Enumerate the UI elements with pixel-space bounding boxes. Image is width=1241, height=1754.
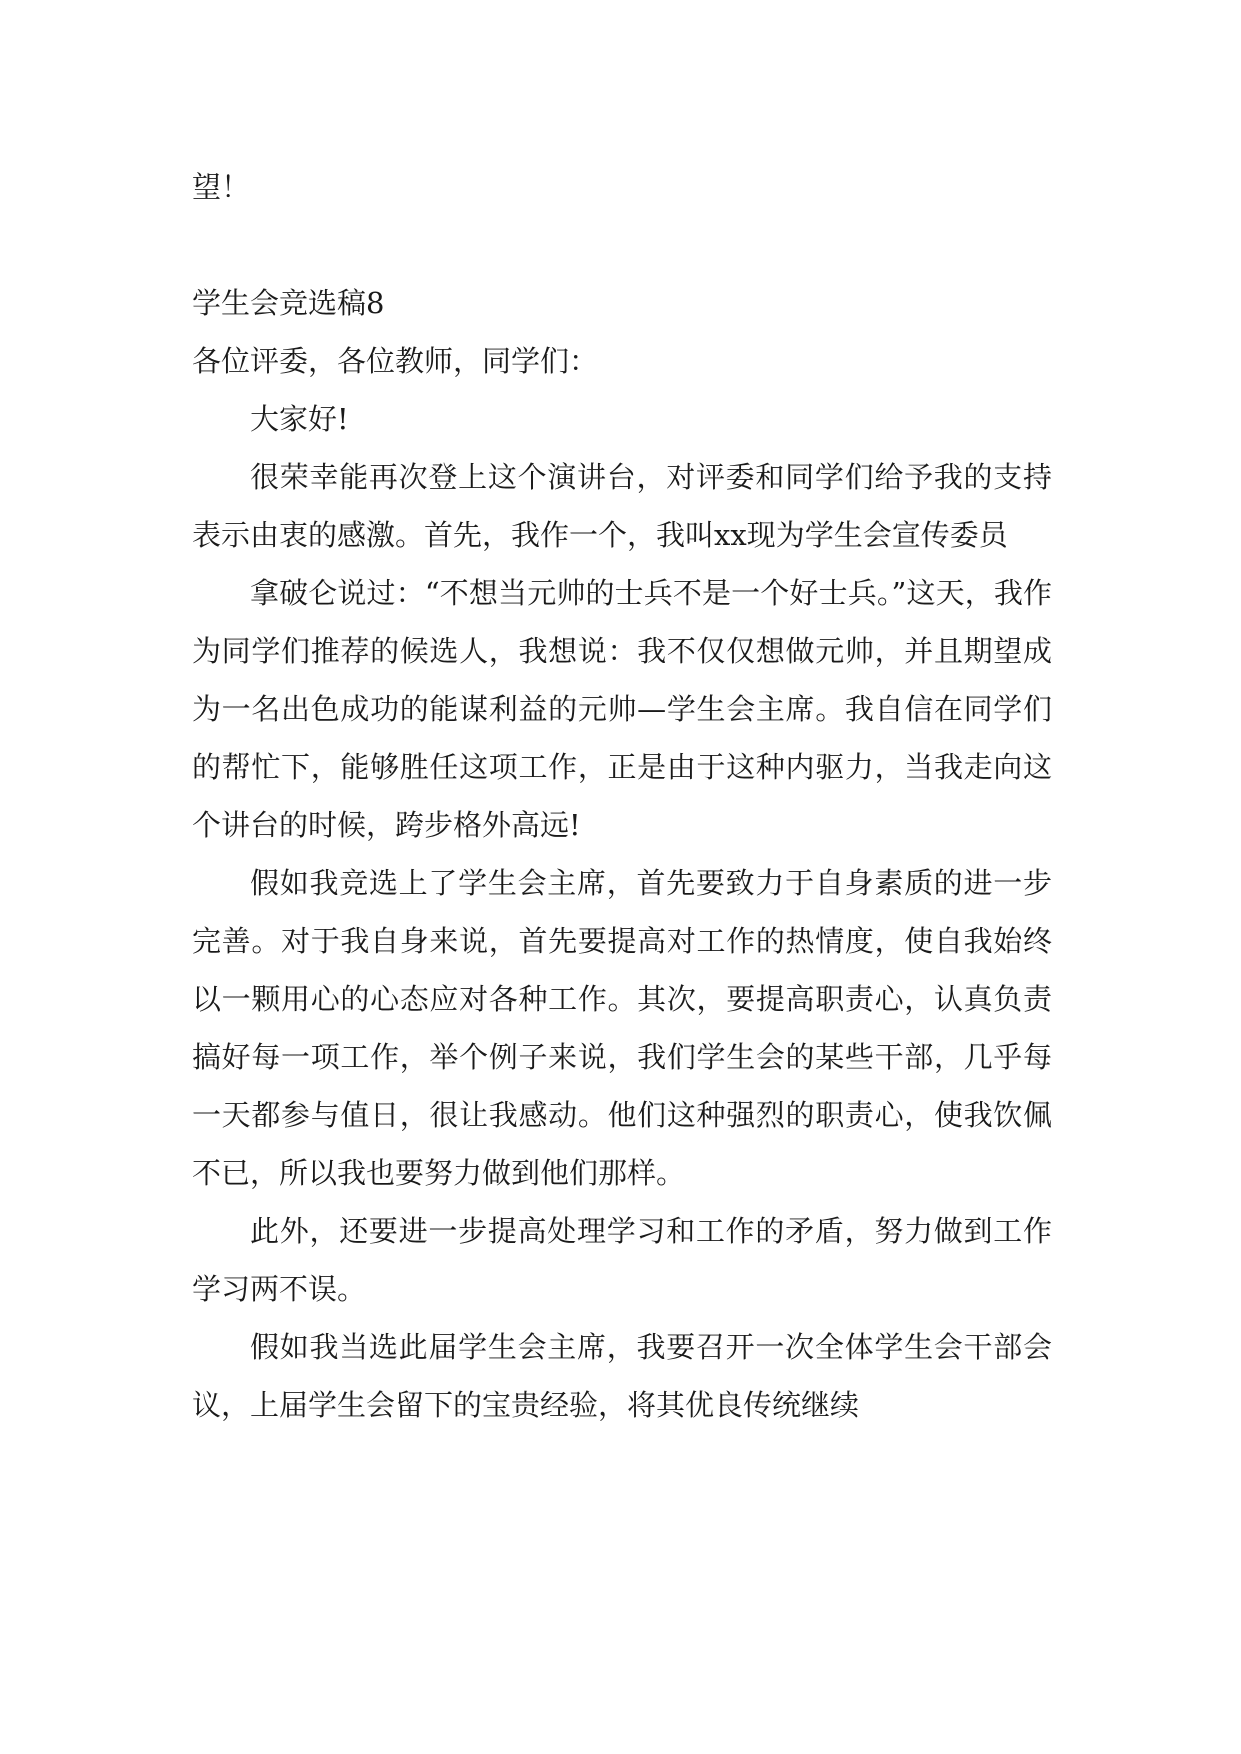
- salutation: 各位评委，各位教师，同学们：: [192, 344, 599, 378]
- paragraph-napoleon: 拿破仑说过：“不想当元帅的士兵不是一个好士兵。”这天，我作为同学们推荐的候选人，我想说：我不仅仅想做元帅，并且期望成为一名出色成功的能谋利益的元帅—学生会主席。我自信在同学们的帮忙下，能够胜任这项工作，正是由于这种内驱力，当我走向这个讲台的时候，跨步格外高远!: [192, 576, 1052, 842]
- paragraph-meeting-plan: 假如我当选此届学生会主席，我要召开一次全体学生会干部会议，上届学生会留下的宝贵经验，将其优良传统继续: [192, 1330, 1052, 1422]
- speech-body: [192, 332, 1052, 1434]
- paragraph-self-improvement: 假如我竞选上了学生会主席，首先要致力于自身素质的进一步完善。对于我自身来说，首先要提高对工作的热情度，使自我始终以一颗用心的心态应对各种工作。其次，要提高职责心，认真负责搞好每一项工作，举个例子来说，我们学生会的某些干部，几乎每一天都参与值日，很让我感动。他们这种强烈的职责心，使我饮佩不已，所以我也要努力做到他们那样。: [192, 866, 1052, 1190]
- paragraph-greeting: 大家好!: [250, 402, 349, 436]
- section-title: 学生会竞选稿8: [192, 286, 385, 320]
- continuation-line: 望！: [192, 170, 251, 204]
- paragraph-study-balance: 此外，还要进一步提高处理学习和工作的矛盾，努力做到工作学习两不误。: [192, 1214, 1052, 1306]
- paragraph-introduction: 很荣幸能再次登上这个演讲台，对评委和同学们给予我的支持表示由衷的感激。首先，我作一个，我叫xx现为学生会宣传委员: [192, 460, 1052, 552]
